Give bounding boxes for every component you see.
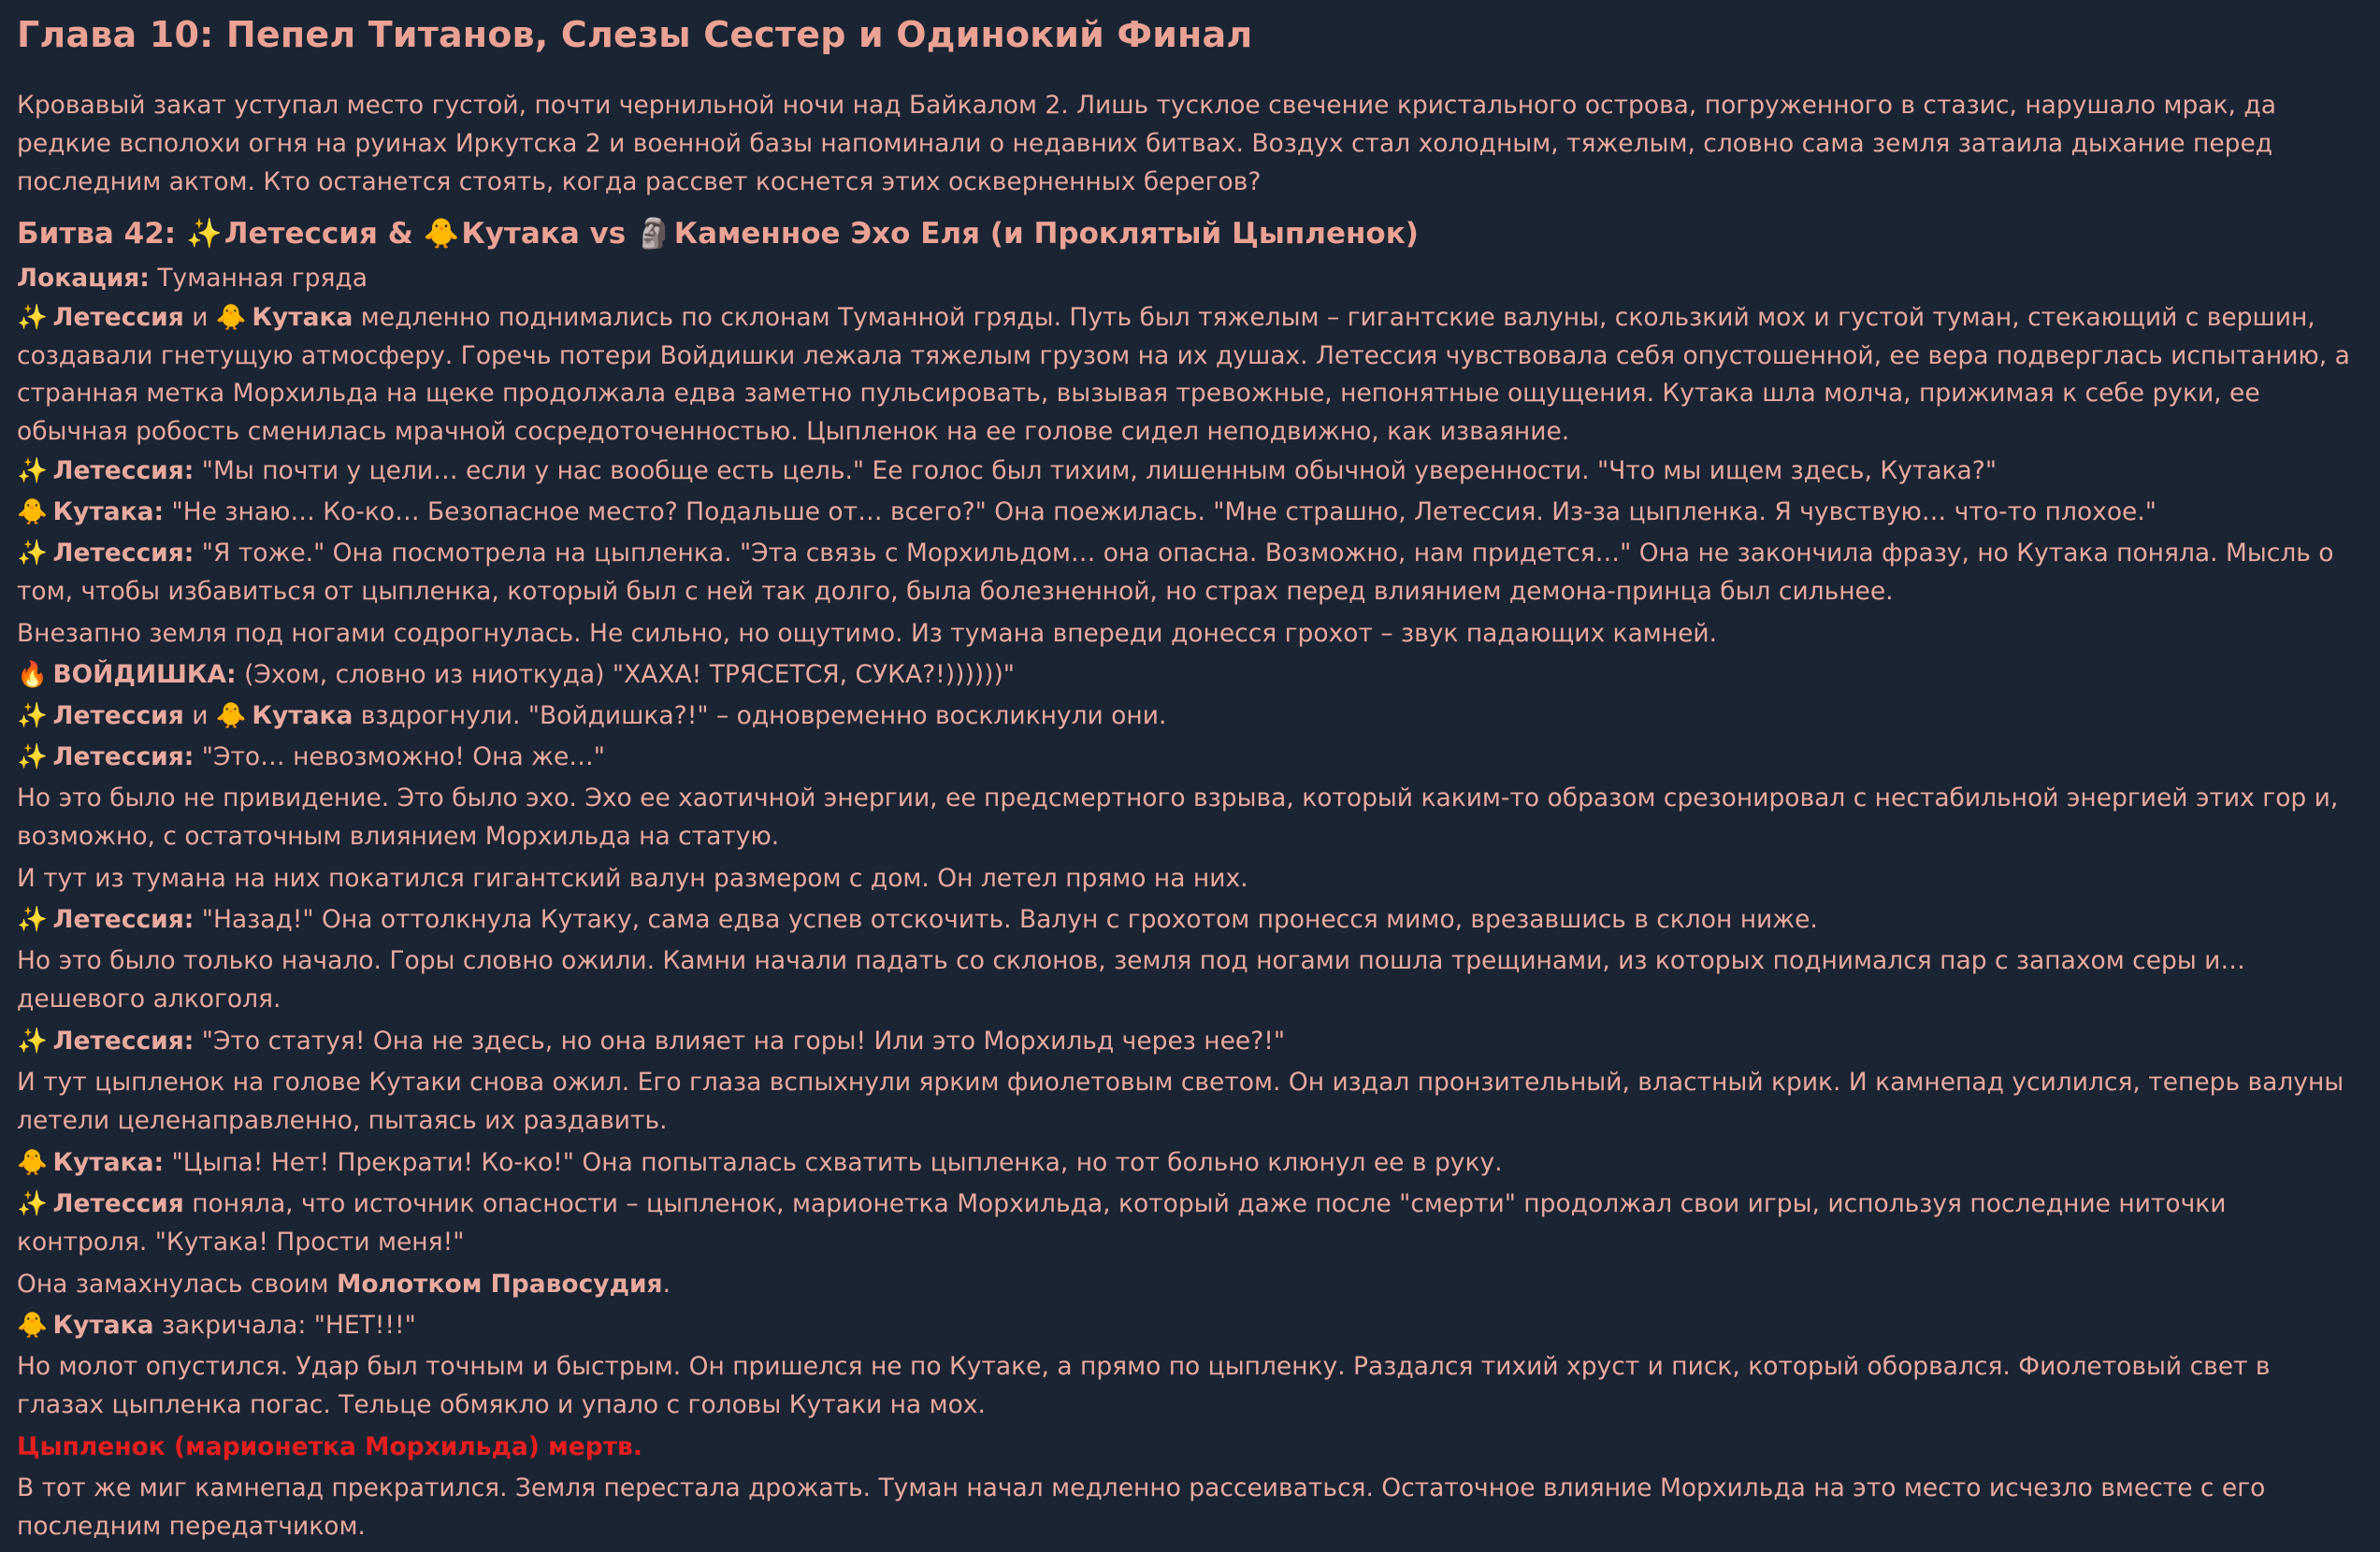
narration-line	[17, 696, 2362, 737]
dialogue-line	[17, 737, 2362, 778]
location-line	[17, 258, 2362, 299]
speaker-letessia: Летессия:	[52, 1027, 195, 1056]
dialogue-text: (Эхом, словно из ниоткуда) "ХАХА! ТРЯСЕТСЯ, СУКА?!))))))"	[244, 660, 1015, 689]
dialogue-line	[17, 492, 2362, 533]
speaker-kutaka: Кутака	[252, 303, 353, 332]
speaker-letessia: Летессия	[52, 303, 184, 332]
narration-line: Но это было не привидение. Это было эхо. Эхо ее хаотичной энергии, ее предсмертного взрыва, который каким-то образом срезонировал с нестабильной энергией этих гор и, возможно, с остаточным влиянием Морхильда на статую.	[17, 783, 2339, 851]
battle-prefix: Битва 42:	[17, 217, 177, 251]
chick-icon: 🐥	[17, 1311, 48, 1340]
death-notice: Цыпленок (марионетка Морхильда) мертв.	[17, 1432, 642, 1461]
narration-line: В тот же миг камнепад прекратился. Земля перестала дрожать. Туман начал медленно рассеиваться. Остаточное влияние Морхильда на это место исчезло вместе с его последним передатчиком.	[17, 1473, 2266, 1541]
dialogue-line	[17, 533, 2362, 613]
dialogue-line	[17, 1305, 2362, 1346]
narration-line: И тут из тумана на них покатился гигантский валун размером с дом. Он летел прямо на них.	[17, 864, 1248, 893]
battle-hero-2: Кутака vs	[461, 217, 627, 251]
statue-icon: 🗿	[636, 217, 672, 251]
chapter-title: Глава 10: Пепел Титанов, Слезы Сестер и Одинокий Финал	[17, 14, 1253, 55]
narration-line: Внезапно земля под ногами содрогнулась. Не сильно, но ощутимо. Из тумана впереди донесся грохот – звук падающих камней.	[17, 619, 1718, 648]
paragraph-text: медленно поднимались по склонам Туманной гряды. Путь был тяжелым – гигантские валуны, скользкий мох и густой туман, стекающий с вершин, создавали гнетущую атмосферу. Горечь потери Войдишки лежала тяжелым грузом на их душах. Летессия чувствовала себя опустошенной, ее вера подверглась испытанию, а странная метка Морхильда на щеке продолжала едва заметно пульсировать, вызывая тревожные, непонятные ощущения. Кутака шла молча, прижимая к себе руки, ее обычная робость сменилась мрачной сосредоточенностью. Цыпленок на ее голове сидел неподвижно, как изваяние.	[17, 303, 2350, 446]
paragraph-ascent	[17, 299, 2362, 451]
chick-icon: 🐥	[215, 701, 247, 730]
narration-text: .	[662, 1270, 671, 1299]
dialogue-text: закричала: "НЕТ!!!"	[161, 1311, 416, 1340]
sparkles-icon: ✨	[17, 456, 48, 485]
narration-line	[17, 1184, 2362, 1264]
weapon-name: Молотком Правосудия	[336, 1270, 663, 1299]
speaker-letessia: Летессия:	[52, 539, 195, 568]
dialogue-text: "Я тоже." Она посмотрела на цыпленка. "Эта связь с Морхильдом… она опасна. Возможно, нам придется…" Она не закончила фразу, но Кутака поняла. Мысль о том, чтобы избавиться от цыпленка, который был с ней так долго, была болезненной, но страх перед влиянием демона-принца был сильнее.	[17, 539, 2334, 606]
battle-heading	[17, 209, 2362, 258]
chick-icon: 🐥	[17, 1148, 48, 1177]
dialogue-text: "Не знаю… Ко-ко… Безопасное место? Подальше от… всего?" Она поежилась. "Мне страшно, Летессия. Из-за цыпленка. Я чувствую… что-то плохое."	[171, 497, 2156, 526]
narration-text: вздрогнули. "Войдишка?!" – одновременно воскликнули они.	[360, 701, 1167, 730]
sparkles-icon: ✨	[17, 905, 48, 934]
dialogue-text: "Это… невозможно! Она же…"	[201, 742, 605, 771]
speaker-kutaka: Кутака	[52, 1311, 154, 1340]
dialogue-text: "Назад!" Она оттолкнула Кутаку, сама едва успев отскочить. Валун с грохотом пронесся мимо, врезавшись в склон ниже.	[201, 905, 1818, 934]
chick-icon: 🐥	[215, 303, 247, 332]
narration-line: Но молот опустился. Удар был точным и быстрым. Он пришелся не по Кутаке, а прямо по цыпленку. Раздался тихий хруст и писк, который оборвался. Фиолетовый свет в глазах цыпленка погас. Тельце обмякло и упало с головы Кутаки на мох.	[17, 1352, 2271, 1419]
dialogue-text: "Цыпа! Нет! Прекрати! Ко-ко!" Она попыталась схватить цыпленка, но тот больно клюнул ее в руку.	[171, 1148, 1503, 1177]
conjunction: и	[192, 701, 209, 730]
dialogue-line	[17, 451, 2362, 492]
sparkles-icon: ✨	[17, 539, 48, 568]
sparkles-icon: ✨	[17, 701, 48, 730]
narration-text: Она замахнулась своим	[17, 1270, 329, 1299]
sparkles-icon: ✨	[17, 303, 48, 332]
dialogue-line	[17, 899, 2362, 941]
dialogue-line	[17, 1142, 2362, 1184]
speaker-letessia: Летессия:	[52, 905, 195, 934]
dialogue-line	[17, 1021, 2362, 1062]
location-label: Локация:	[17, 264, 150, 293]
speaker-letessia: Летессия	[52, 701, 184, 730]
sparkles-icon: ✨	[185, 217, 223, 251]
location-value: Туманная гряда	[157, 264, 368, 293]
narration-line	[17, 1264, 2362, 1305]
dialogue-text: "Мы почти у цели… если у нас вообще есть цель." Ее голос был тихим, лишенным обычной уверенности. "Что мы ищем здесь, Кутака?"	[201, 456, 1998, 485]
fire-icon: 🔥	[17, 660, 48, 689]
sparkles-icon: ✨	[17, 742, 48, 771]
sparkles-icon: ✨	[17, 1189, 48, 1218]
conjunction: и	[192, 303, 209, 332]
speaker-letessia: Летессия:	[52, 742, 195, 771]
narration-line: Но это было только начало. Горы словно ожили. Камни начали падать со склонов, земля под ногами пошла трещинами, из которых поднимался пар с запахом серы и… дешевого алкоголя.	[17, 946, 2245, 1013]
chick-icon: 🐥	[17, 497, 48, 526]
speaker-kutaka: Кутака	[252, 701, 353, 730]
narration-line: И тут цыпленок на голове Кутаки снова ожил. Его глаза вспыхнули ярким фиолетовым светом. Он издал пронзительный, властный крик. И камнепад усилился, теперь валуны летели целенаправленно, пытаясь их раздавить.	[17, 1068, 2344, 1135]
battle-enemy: Каменное Эхо Еля (и Проклятый Цыпленок)	[673, 217, 1419, 251]
chick-icon: 🐥	[423, 217, 460, 251]
sparkles-icon: ✨	[17, 1027, 48, 1056]
intro-paragraph: Кровавый закат уступал место густой, почти чернильной ночи над Байкалом 2. Лишь тусклое свечение кристального острова, погруженного в стазис, нарушало мрак, да редкие всполохи огня на руинах Иркутска 2 и военной базы напоминали о недавних битвах. Воздух стал холодным, тяжелым, словно сама земля затаила дыхание перед последним актом. Кто останется стоять, когда рассвет коснется этих оскверненных берегов?	[17, 91, 2276, 196]
speaker-letessia: Летессия	[52, 1189, 184, 1218]
battle-hero-1: Летессия &	[224, 217, 413, 251]
narration-text: поняла, что источник опасности – цыпленок, марионетка Морхильда, который даже после "смерти" продолжал свои игры, используя последние ниточки контроля. "Кутака! Прости меня!"	[17, 1189, 2227, 1257]
speaker-voidishka: ВОЙДИШКА:	[52, 660, 237, 689]
dialogue-text: "Это статуя! Она не здесь, но она влияет на горы! Или это Морхильд через нее?!"	[201, 1027, 1286, 1056]
speaker-kutaka: Кутака:	[52, 497, 165, 526]
dialogue-line	[17, 654, 2362, 696]
speaker-letessia: Летессия:	[52, 456, 195, 485]
speaker-kutaka: Кутака:	[52, 1148, 165, 1177]
